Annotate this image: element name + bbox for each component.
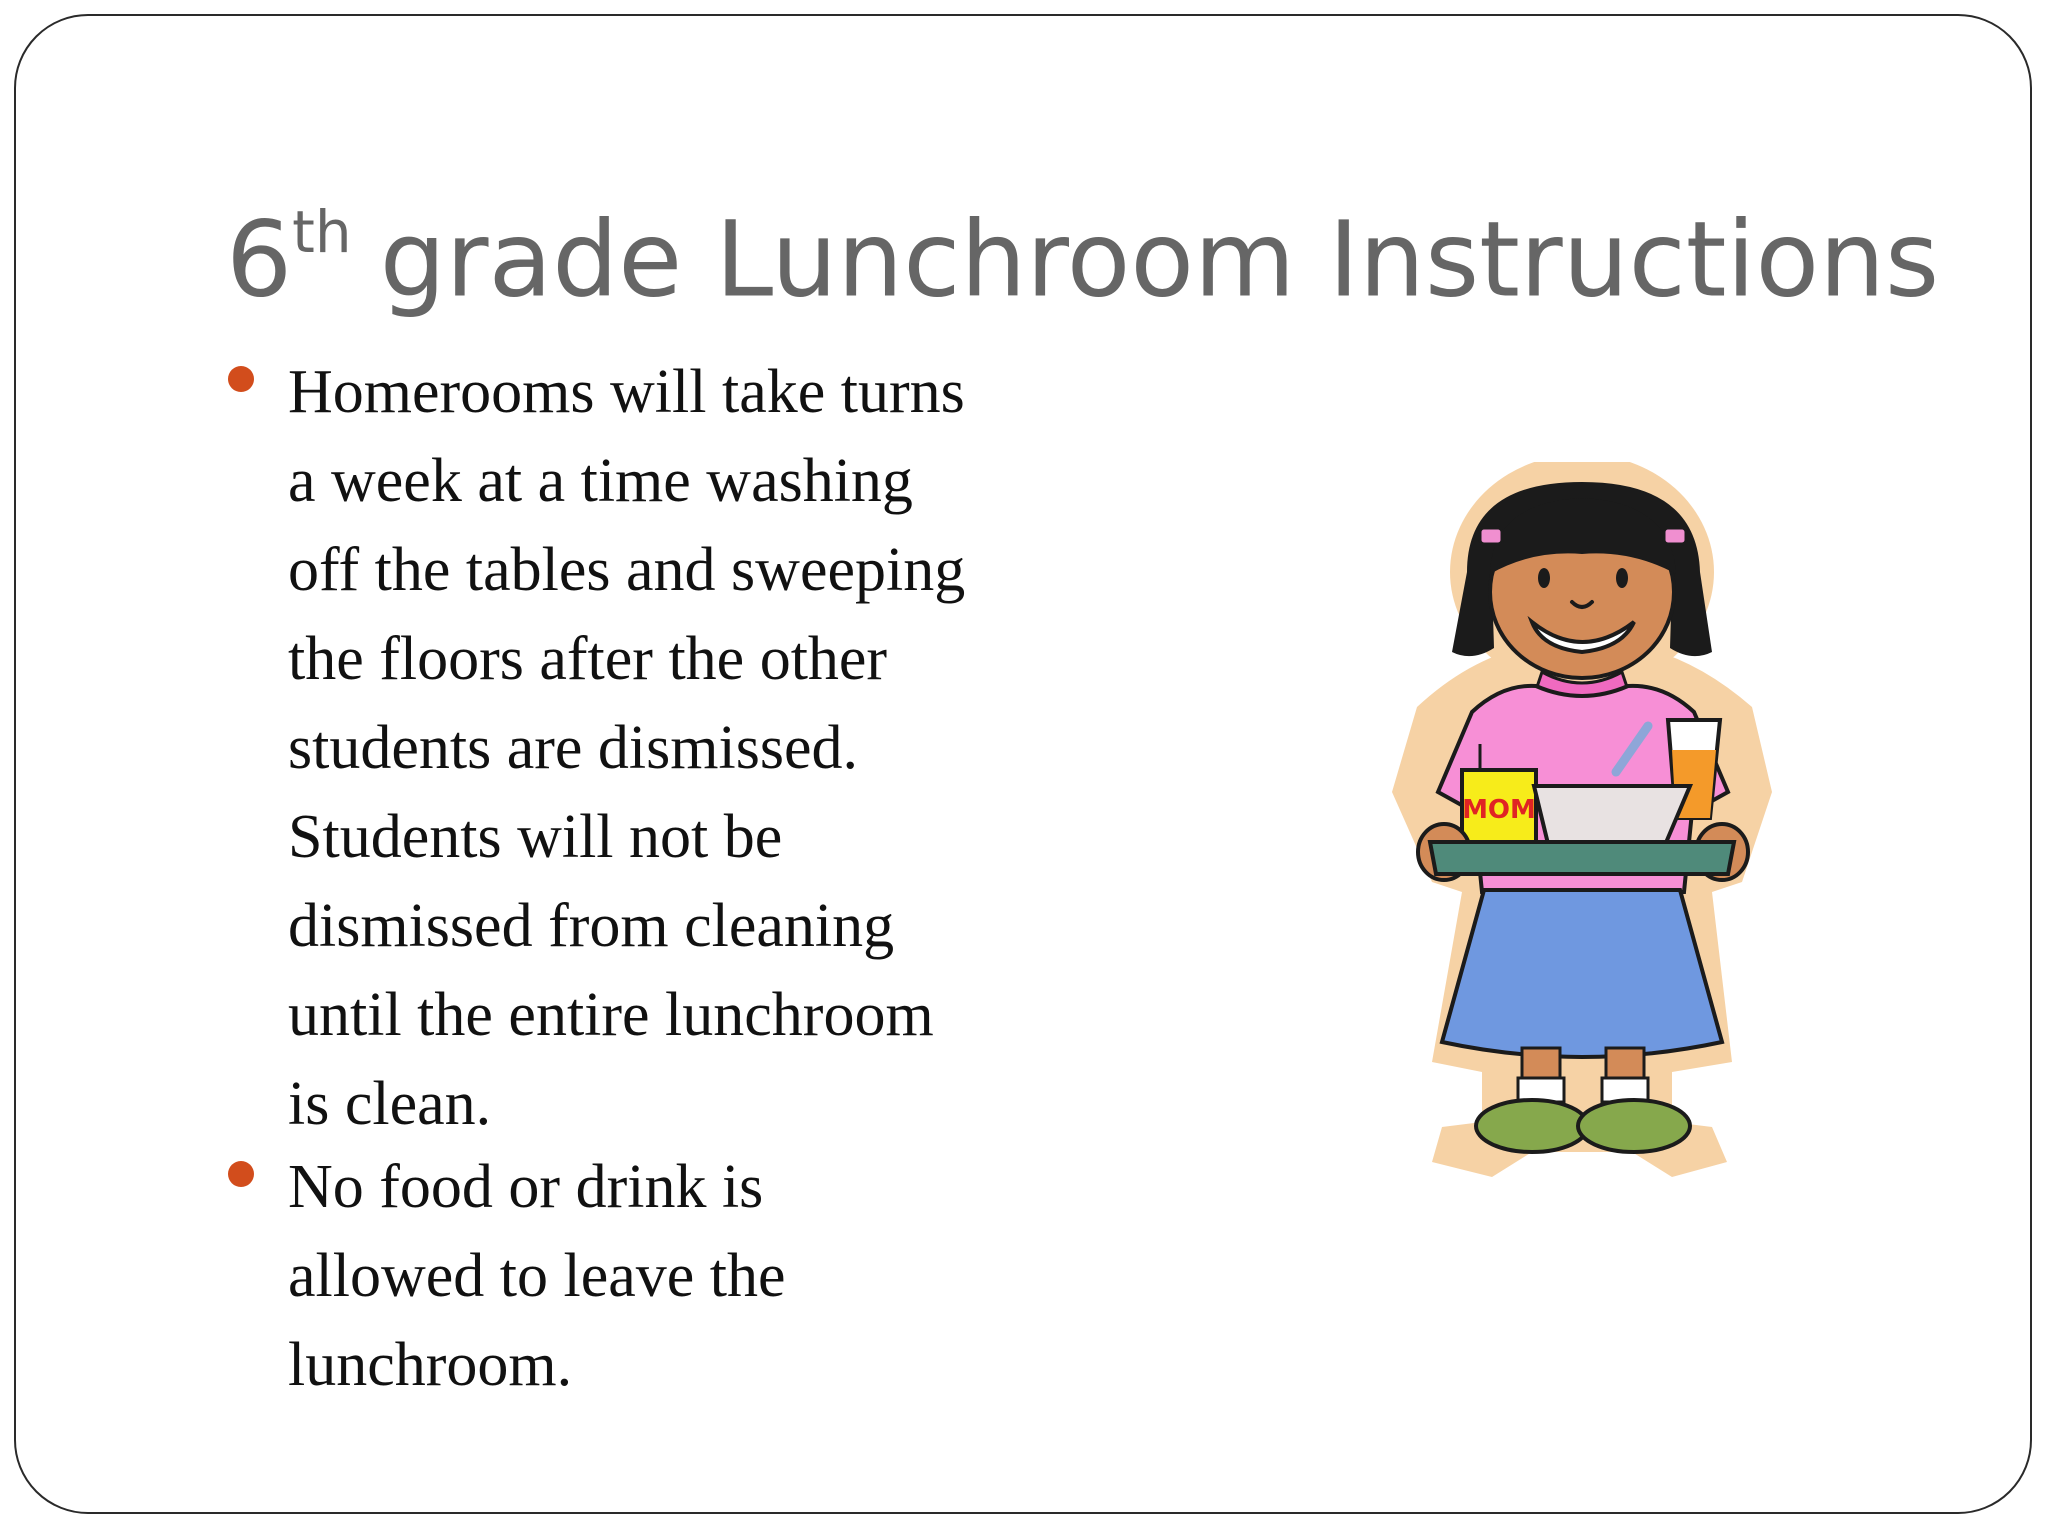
bullet-dot-icon [228,366,254,392]
girl-with-lunch-tray-icon [1372,462,1792,1182]
title-superscript: th [292,198,352,266]
bullet-line: dismissed from cleaning [288,892,895,960]
bullet-list [228,348,1088,1410]
bullet-line: a week at a time washing [288,447,913,515]
bullet-line: until the entire lunchroom [288,981,934,1049]
bullet-item-food [228,1143,1088,1410]
bullet-line: lunchroom. [288,1331,573,1399]
title-number: 6 [226,198,293,321]
bullet-line: students are dismissed. [288,714,858,782]
bullet-line: Students will not be [288,803,783,871]
bullet-line: Homerooms will take turns [288,358,965,426]
title-text: grade Lunchroom Instructions [379,198,1940,321]
bullet-line: allowed to leave the [288,1242,786,1310]
bullet-line: off the tables and sweeping [288,536,966,604]
bullet-line: the floors after the other [288,625,888,693]
bullet-line: is clean. [288,1070,492,1138]
slide-title [226,178,1939,322]
bullet-item-cleaning [228,348,1088,1149]
bullet-dot-icon [228,1161,254,1187]
milk-box-label: MOM [1462,795,1536,825]
bullet-line: No food or drink is [288,1153,764,1221]
